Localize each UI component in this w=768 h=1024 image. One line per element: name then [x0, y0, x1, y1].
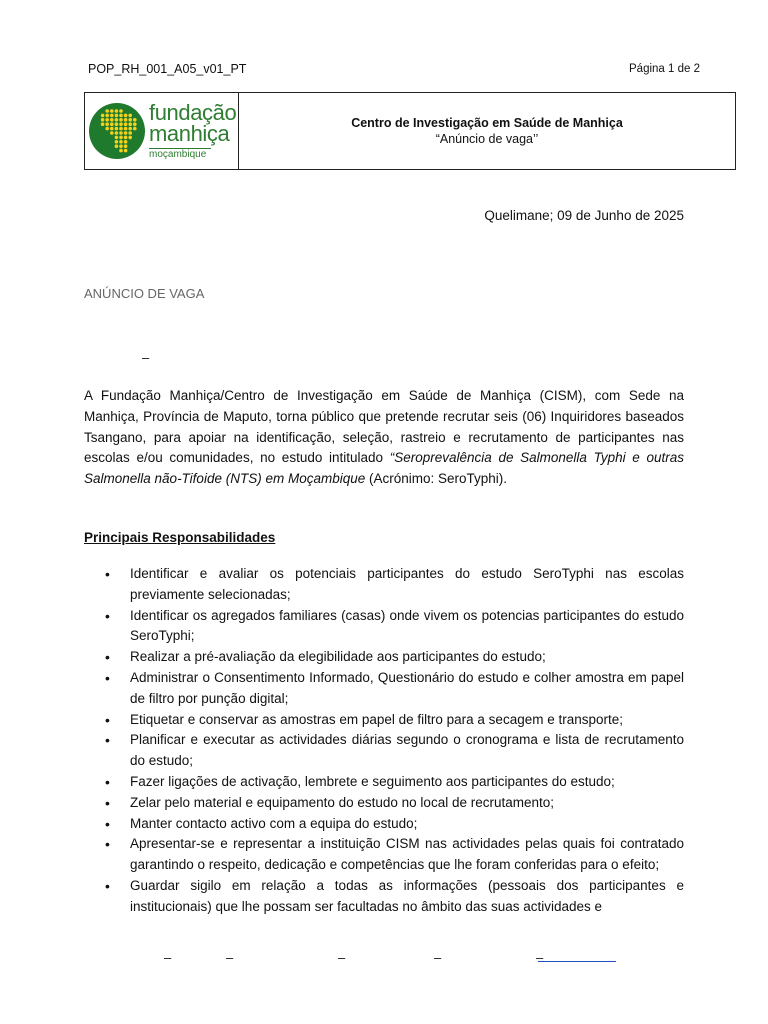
logo-dot	[115, 131, 119, 135]
logo-dot	[105, 114, 109, 118]
logo-dot	[124, 127, 128, 131]
logo-dot	[105, 118, 109, 122]
center-subtitle: “Anúncio de vaga’’	[435, 132, 539, 146]
logo-cell	[85, 93, 239, 169]
list-item: • Administrar o Consentimento Informado, Questionário do estudo e colher amostra em papel de filtro por punção digital;	[84, 668, 684, 710]
logo-dot	[101, 114, 105, 118]
logo-line-manhica: manhiça	[149, 121, 230, 146]
list-item: • Guardar sigilo em relação a todas as informações (pessoais dos participantes e institucionais) que lhe possam ser facultadas no âmbito das suas actividades e	[84, 876, 684, 918]
logo-dot	[110, 109, 114, 113]
logo-dot	[124, 114, 128, 118]
logo-dot	[110, 127, 114, 131]
logo-dot	[110, 131, 114, 135]
logo-dot	[124, 144, 128, 148]
logo-dot	[119, 118, 123, 122]
logo-dot	[115, 140, 119, 144]
dash-mark: –	[142, 350, 150, 365]
footer-dash: –	[536, 950, 544, 965]
intro-text-before: A Fundação Manhiça/Centro de Investigação em Saúde de Manhiça (CISM), com Sede na Manhiça, Província de Maputo, torna público que pretende recrutar seis (06) Inquiridores baseados Tsangano, para apoiar na identificação, seleção, rastreio e recrutamento de participantes nas escolas e/ou comunidades, no estudo intitulado	[84, 388, 684, 466]
logo-dot	[115, 127, 119, 131]
logo-line-fundacao: fundação	[149, 100, 237, 125]
logo-line-mocambique: moçambique	[149, 148, 211, 160]
logo-dot	[101, 122, 105, 126]
list-item: • Etiquetar e conservar as amostras em papel de filtro para a secagem e transporte;	[84, 710, 684, 731]
list-item: • Fazer ligações de activação, lembrete e seguimento aos participantes do estudo;	[84, 772, 684, 793]
list-item: • Zelar pelo material e equipamento do estudo no local de recrutamento;	[84, 793, 684, 814]
footer-dash: –	[338, 950, 346, 965]
logo-dot	[119, 144, 123, 148]
logo-dot	[110, 122, 114, 126]
logo-dot	[133, 118, 137, 122]
logo-dot	[119, 114, 123, 118]
logo-wordmark	[149, 102, 236, 160]
logo-dot	[128, 136, 132, 140]
list-item: • Identificar e avaliar os potenciais participantes do estudo SeroTyphi nas escolas previamente selecionadas;	[84, 564, 684, 606]
footer-dash: –	[164, 950, 172, 965]
logo-dot	[128, 131, 132, 135]
list-item: • Apresentar-se e representar a instituição CISM nas actividades pelas quais foi contratado garantindo o respeito, dedicação e competências que lhe foram conferidas para o efeito;	[84, 834, 684, 876]
list-item: • Manter contacto activo com a equipa do estudo;	[84, 814, 684, 835]
center-name: Centro de Investigação em Saúde de Manhiça	[351, 116, 623, 130]
logo-dot	[119, 136, 123, 140]
logo-dot	[128, 127, 132, 131]
logo-dot	[124, 131, 128, 135]
logo-dot	[105, 109, 109, 113]
logo-dot	[124, 136, 128, 140]
logo-dot	[119, 109, 123, 113]
intro-text-after: (Acrónimo: SeroTyphi).	[365, 471, 508, 487]
responsibilities-heading: Principais Responsabilidades	[84, 530, 276, 545]
logo-dot	[128, 114, 132, 118]
study-title: “Seroprevalência de Salmonella Typhi e outras Salmonella não-Tifoide (NTS) em Moçambique	[84, 450, 684, 487]
logo-dot	[119, 149, 123, 153]
footer-link-underline	[538, 960, 616, 962]
logo-dot	[115, 109, 119, 113]
intro-paragraph	[84, 386, 684, 490]
logo-dot	[128, 118, 132, 122]
page-number: Página 1 de 2	[629, 63, 700, 75]
africa-dots-icon	[89, 103, 145, 159]
logo-dot	[105, 122, 109, 126]
header-title-cell	[239, 93, 735, 169]
logo-dot	[110, 118, 114, 122]
logo-dot	[105, 127, 109, 131]
logo-dot	[128, 122, 132, 126]
logo-dot	[119, 127, 123, 131]
list-item: • Identificar os agregados familiares (casas) onde vivem os potencias participantes do estudo SeroTyphi;	[84, 606, 684, 648]
footer-dash: –	[434, 950, 442, 965]
logo-dot	[124, 118, 128, 122]
logo-dot	[124, 140, 128, 144]
logo-dot	[133, 122, 137, 126]
logo-dot	[110, 114, 114, 118]
header-table	[84, 92, 736, 170]
logo-dot	[115, 136, 119, 140]
list-item: • Realizar a pré-avaliação da elegibilidade aos participantes do estudo;	[84, 647, 684, 668]
logo-dot	[115, 118, 119, 122]
logo-dot	[133, 127, 137, 131]
logo-dot	[124, 149, 128, 153]
responsibilities-list	[84, 564, 684, 918]
logo-dot	[119, 140, 123, 144]
ad-heading: ANÚNCIO DE VAGA	[84, 286, 205, 301]
dateline: Quelimane; 09 de Junho de 2025	[484, 208, 684, 223]
document-code: POP_RH_001_A05_v01_PT	[88, 62, 247, 76]
logo-dot	[115, 114, 119, 118]
footer-dash: –	[226, 950, 234, 965]
logo-dot	[119, 131, 123, 135]
logo-dot	[124, 122, 128, 126]
logo-dot	[119, 122, 123, 126]
list-item: • Planificar e executar as actividades diárias segundo o cronograma e lista de recrutamento do estudo;	[84, 730, 684, 772]
logo-dot	[115, 122, 119, 126]
logo-dot	[101, 118, 105, 122]
fundacao-manhica-logo-icon	[89, 103, 145, 159]
logo-dot	[115, 144, 119, 148]
